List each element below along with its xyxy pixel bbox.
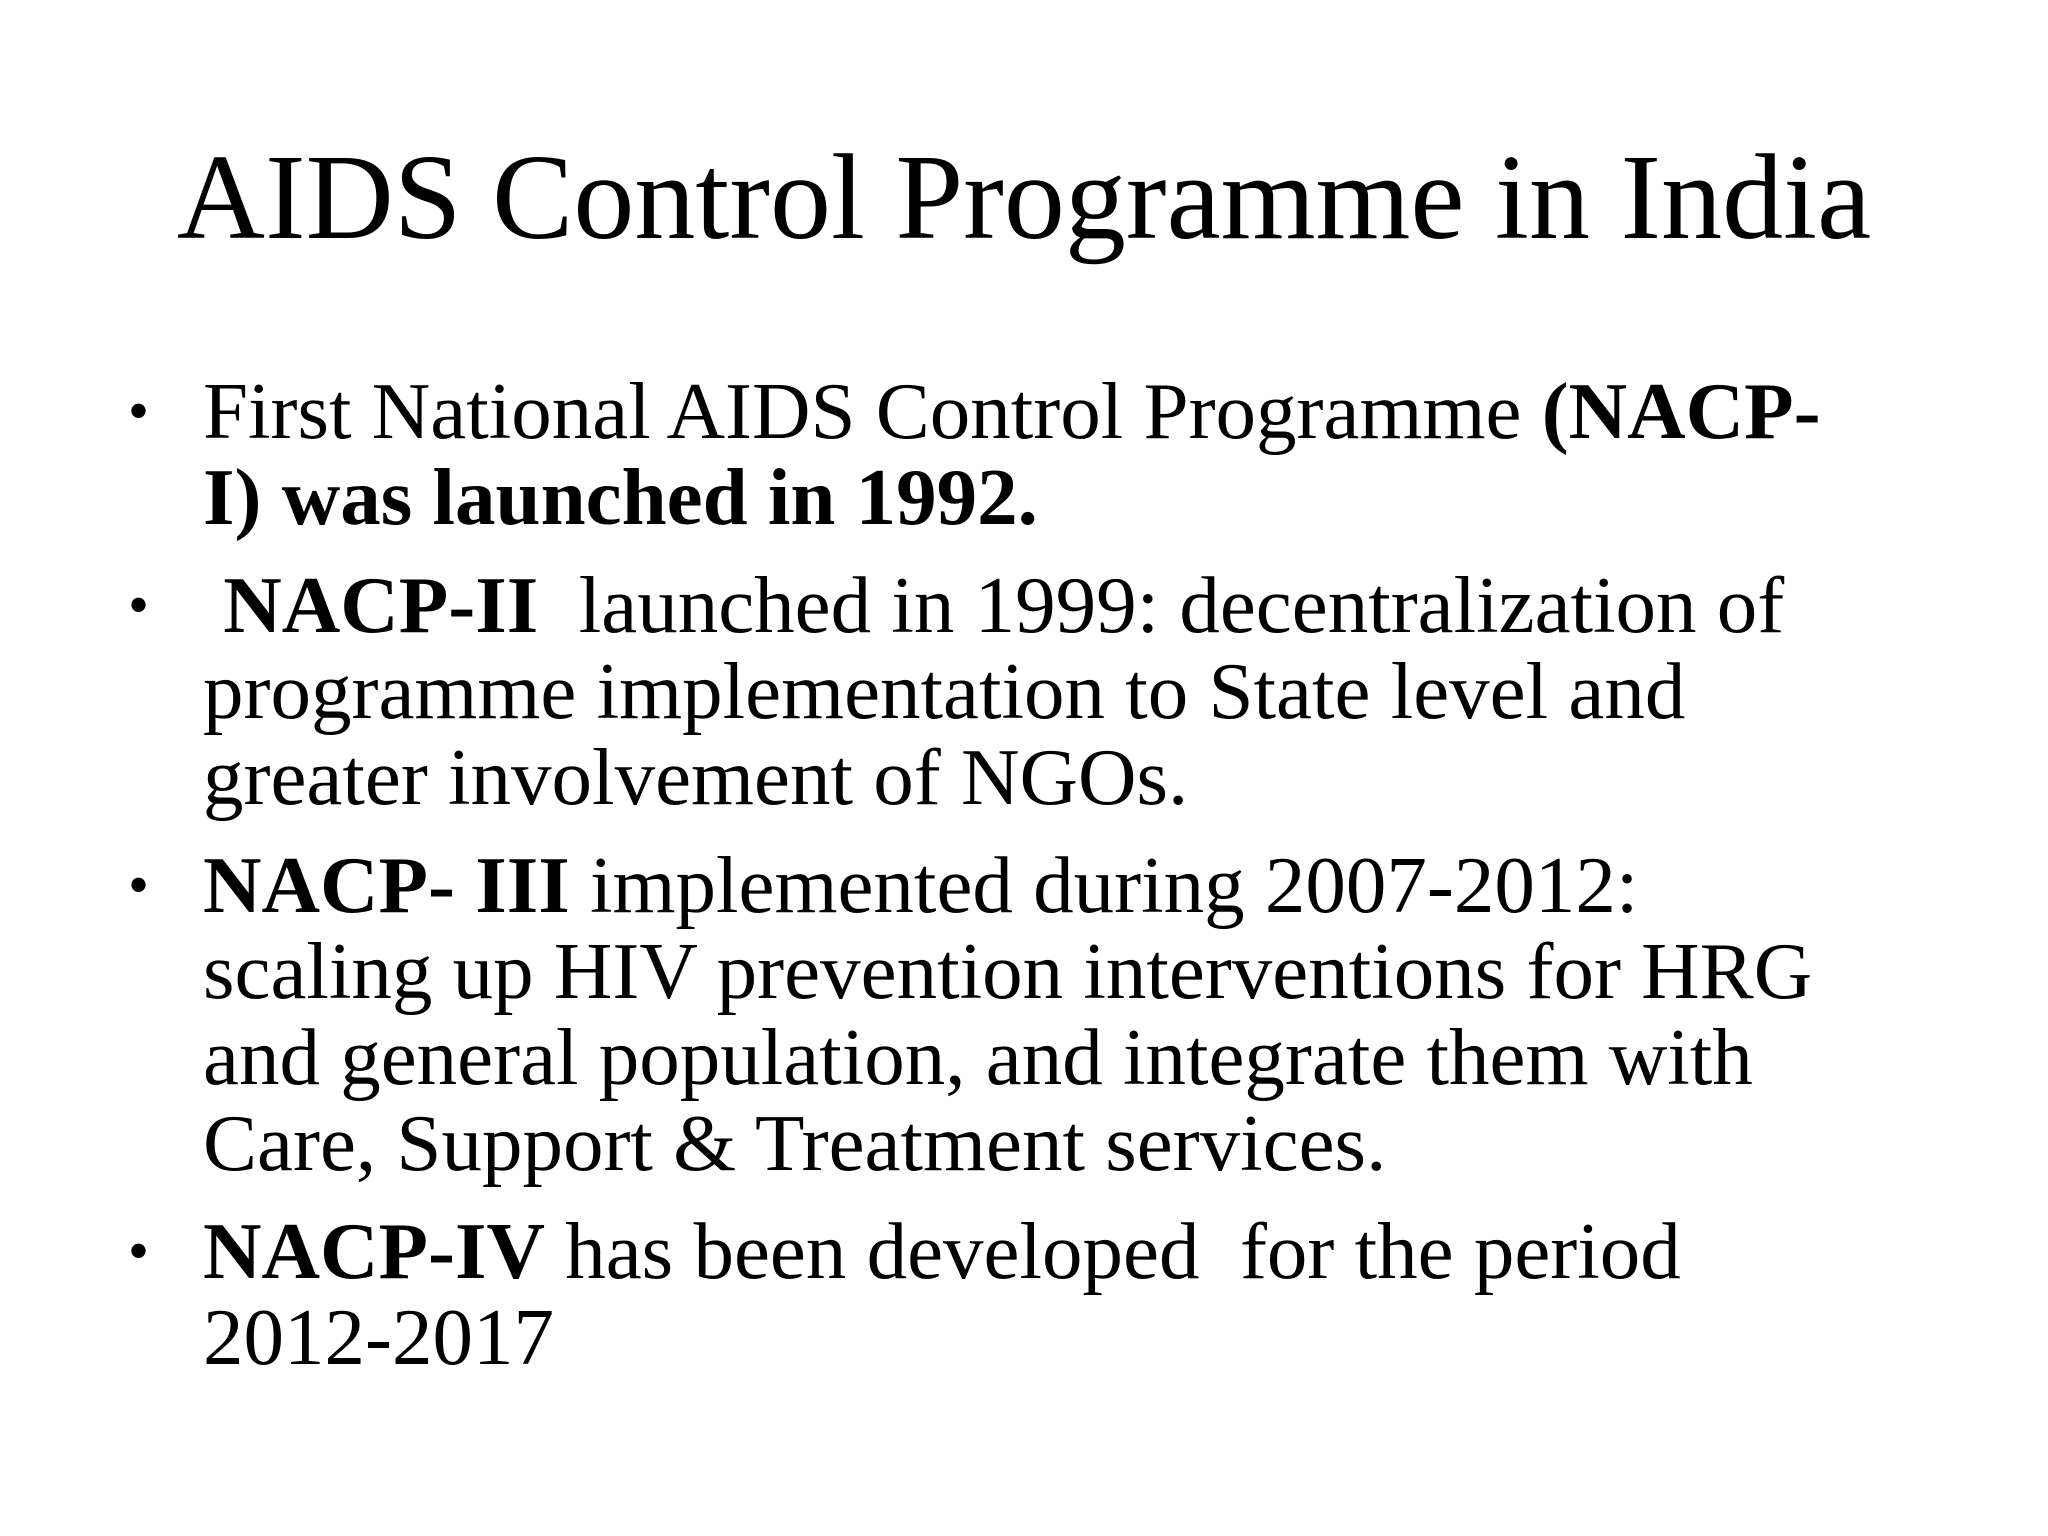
- bullet-text: has been developed for the period: [544, 1206, 1681, 1296]
- slide-title: AIDS Control Programme in India: [176, 130, 1872, 265]
- bullet-bold-text: NACP- III: [203, 840, 570, 930]
- bullet-line: [203, 454, 1928, 540]
- bullet-dot-icon: •: [128, 1218, 150, 1284]
- bullet-line: [203, 1294, 1928, 1380]
- bullet-text: greater involvement of NGOs.: [203, 732, 1189, 822]
- bullet-bold-text: I) was launched in 1992.: [203, 452, 1038, 542]
- bullet-item-nacp-2: [128, 562, 1928, 820]
- bullet-text: 2012-2017: [203, 1292, 554, 1382]
- bullet-line: [203, 648, 1928, 734]
- bullet-dot-icon: •: [128, 572, 150, 638]
- bullet-text: implemented during 2007-2012:: [569, 840, 1639, 930]
- bullet-list: [128, 368, 1928, 1402]
- bullet-bold-text: NACP-IV: [203, 1206, 545, 1296]
- bullet-bold-text: (NACP-: [1541, 366, 1821, 456]
- bullet-line: [203, 1100, 1928, 1186]
- bullet-item-nacp-4: [128, 1208, 1928, 1380]
- bullet-text: Care, Support & Treatment services.: [203, 1098, 1387, 1188]
- bullet-text: programme implementation to State level and: [203, 646, 1686, 736]
- bullet-item-nacp-3: [128, 842, 1928, 1186]
- bullet-line: [203, 368, 1928, 454]
- bullet-bold-text: NACP-II: [203, 560, 539, 650]
- bullet-dot-icon: •: [128, 378, 150, 444]
- bullet-text: and general population, and integrate them with: [203, 1012, 1753, 1102]
- bullet-text: launched in 1999: decentralization of: [538, 560, 1785, 650]
- bullet-line: [203, 562, 1928, 648]
- bullet-item-nacp-1: [128, 368, 1928, 540]
- bullet-text: scaling up HIV prevention interventions for HRG: [203, 926, 1813, 1016]
- bullet-line: [203, 842, 1928, 928]
- bullet-line: [203, 928, 1928, 1014]
- bullet-dot-icon: •: [128, 852, 150, 918]
- bullet-line: [203, 1208, 1928, 1294]
- bullet-text: First National AIDS Control Programme: [203, 366, 1542, 456]
- bullet-line: [203, 734, 1928, 820]
- bullet-line: [203, 1014, 1928, 1100]
